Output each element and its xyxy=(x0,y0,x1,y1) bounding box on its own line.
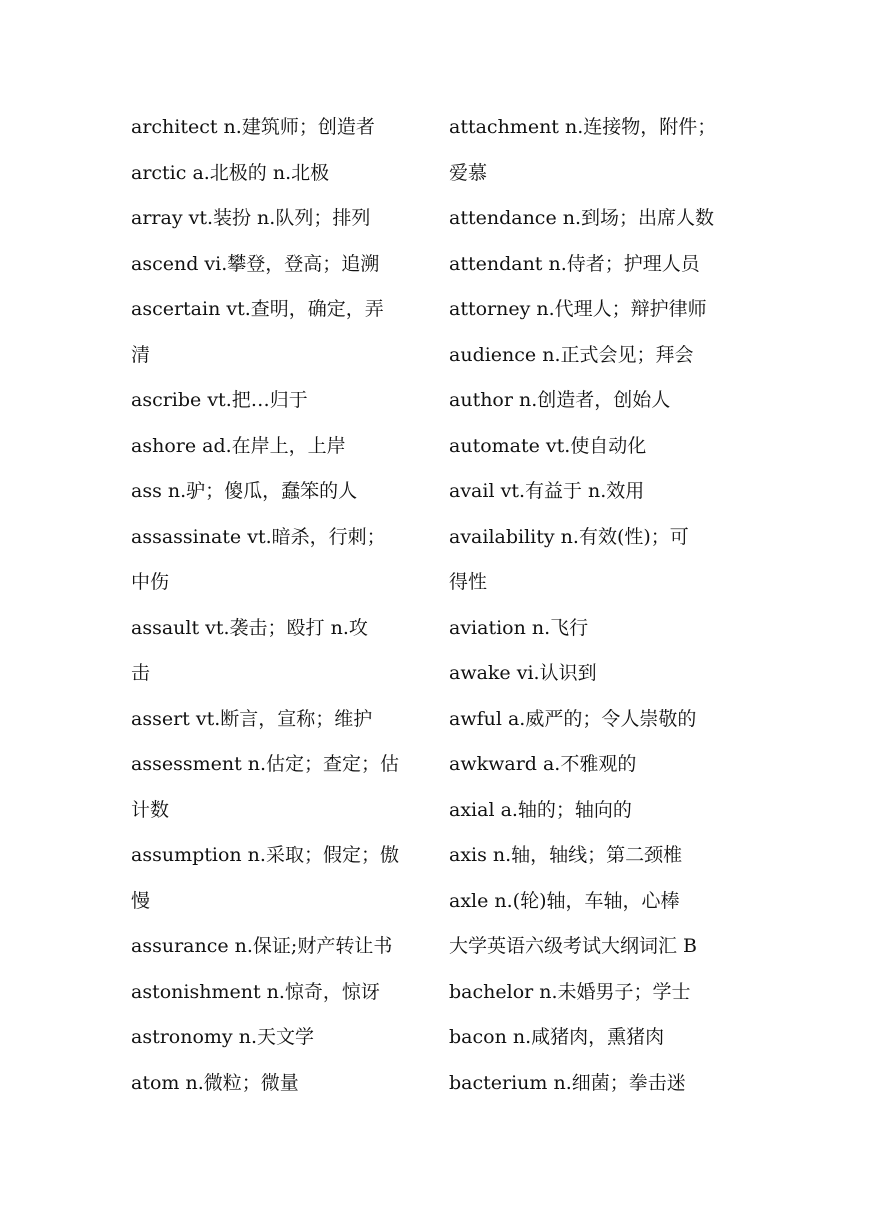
vocab-entry: automate vt.使自动化 xyxy=(449,434,647,457)
vocab-entry-continuation: 计数 xyxy=(131,798,170,821)
vocab-entry: architect n.建筑师；创造者 xyxy=(131,116,375,138)
vocab-entry: astronomy n.天文学 xyxy=(131,1026,314,1048)
left-column xyxy=(131,105,426,1106)
vocab-entry: ascend vi.攀登，登高；追溯 xyxy=(131,252,380,275)
vocab-entry: array vt.装扮 n.队列；排列 xyxy=(131,207,371,229)
vocab-entry: audience n.正式会见；拜会 xyxy=(449,343,694,366)
vocab-entry: awful a.威严的；令人崇敬的 xyxy=(449,707,697,730)
vocab-entry: assumption n.采取；假定；傲 xyxy=(131,844,399,866)
vocab-entry: awake vi.认识到 xyxy=(449,662,597,684)
vocab-entry-continuation: 爱慕 xyxy=(449,161,488,184)
vocab-entry: aviation n.飞行 xyxy=(449,616,589,639)
section-heading: 大学英语六级考试大纲词汇 B xyxy=(449,935,698,957)
vocab-entry: atom n.微粒；微量 xyxy=(131,1071,299,1094)
vocab-entry: ascribe vt.把…归于 xyxy=(131,389,308,411)
right-column xyxy=(449,105,749,1106)
vocab-entry: assurance n.保证;财产转让书 xyxy=(131,935,393,957)
vocab-entry: axial a.轴的；轴向的 xyxy=(449,798,632,821)
vocab-entry: avail vt.有益于 n.效用 xyxy=(449,480,645,502)
vocab-entry-continuation: 慢 xyxy=(131,889,151,912)
vocab-entry: attendance n.到场；出席人数 xyxy=(449,207,715,229)
vocab-entry: ass n.驴；傻瓜，蠢笨的人 xyxy=(131,480,358,502)
vocab-entry: attachment n.连接物，附件； xyxy=(449,116,717,138)
vocab-entry: ascertain vt.查明，确定，弄 xyxy=(131,298,384,320)
vocab-entry: author n.创造者，创始人 xyxy=(449,389,671,411)
vocab-entry: attorney n.代理人；辩护律师 xyxy=(449,298,707,320)
vocab-entry-continuation: 中伤 xyxy=(131,571,170,593)
vocab-entry: awkward a.不雅观的 xyxy=(449,753,637,775)
vocab-entry: axle n.(轮)轴，车轴，心棒 xyxy=(449,889,680,912)
vocab-entry-continuation: 击 xyxy=(131,662,151,684)
vocab-entry-continuation: 得性 xyxy=(449,571,488,593)
vocab-entry: arctic a.北极的 n.北极 xyxy=(131,161,330,184)
vocab-entry: axis n.轴，轴线；第二颈椎 xyxy=(449,844,683,866)
vocab-entry: assassinate vt.暗杀，行刺； xyxy=(131,525,386,548)
vocab-entry: assault vt.袭击；殴打 n.攻 xyxy=(131,616,368,639)
vocab-entry: bacterium n.细菌；拳击迷 xyxy=(449,1071,686,1094)
vocab-entry: assessment n.估定；查定；估 xyxy=(131,753,400,775)
vocab-entry: astonishment n.惊奇，惊讶 xyxy=(131,980,380,1003)
vocab-entry: attendant n.侍者；护理人员 xyxy=(449,252,700,275)
vocab-entry: availability n.有效(性)；可 xyxy=(449,525,689,548)
vocab-entry: ashore ad.在岸上，上岸 xyxy=(131,434,346,457)
vocab-entry: bachelor n.未婚男子；学士 xyxy=(449,980,691,1003)
vocab-entry-continuation: 清 xyxy=(131,343,151,366)
vocab-entry: assert vt.断言，宣称；维护 xyxy=(131,707,373,730)
vocab-entry: bacon n.咸猪肉，熏猪肉 xyxy=(449,1026,665,1048)
